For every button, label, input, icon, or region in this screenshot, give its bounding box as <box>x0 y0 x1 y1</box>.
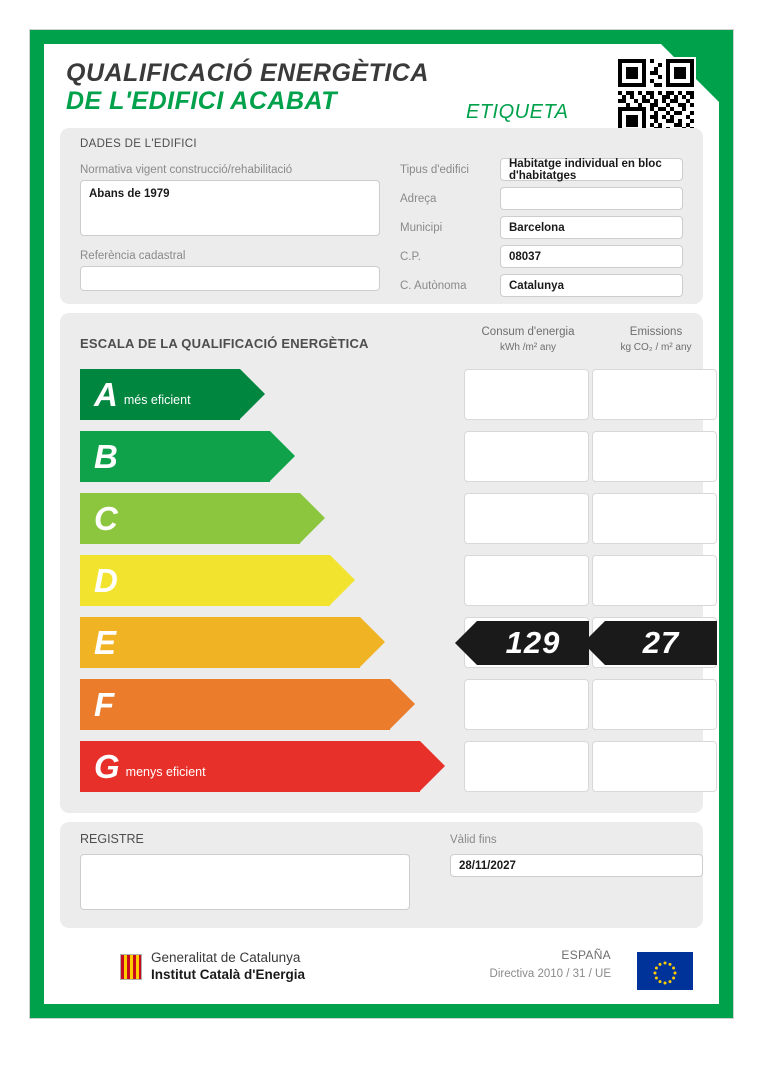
consum-value-tag <box>477 621 589 665</box>
rating-bar-f <box>80 679 390 730</box>
bar-arrow-d <box>330 555 355 605</box>
rating-bar-e <box>80 617 360 668</box>
registre-field[interactable] <box>80 854 410 910</box>
emissions-column-header <box>592 325 720 354</box>
emissions-cell-b <box>592 431 717 482</box>
normativa-label: Normativa vigent construcció/rehabilitació <box>80 164 293 176</box>
certificate-body <box>44 44 719 1004</box>
consum-cell-d <box>464 555 589 606</box>
registre-panel <box>60 822 703 928</box>
energy-scale-panel <box>60 313 703 813</box>
emissions-head-text: Emissions <box>629 326 683 338</box>
consum-head-units: kWh /m² any <box>499 341 557 353</box>
generalitat-line1: Generalitat de Catalunya <box>151 950 301 965</box>
emissions-head-units: kg CO₂ / m² any <box>620 341 692 353</box>
building-left-column <box>80 164 380 291</box>
rating-row-g <box>80 741 683 797</box>
page-title: QUALIFICACIÓ ENERGÈTICA <box>66 59 429 87</box>
directiva-label: Directiva 2010 / 31 / UE <box>489 968 611 980</box>
comunitat-label: C. Autònoma <box>400 279 467 292</box>
generalitat-text <box>151 950 305 984</box>
tipus-edifici-field[interactable]: Habitatge individual en bloc d'habitatges <box>500 158 683 181</box>
registre-title: REGISTRE <box>80 832 144 846</box>
normativa-field[interactable]: Abans de 1979 <box>80 180 380 236</box>
rating-bar-a <box>80 369 240 420</box>
consum-head-text: Consum d'energia <box>481 326 575 338</box>
rating-letter-e: E <box>94 624 117 661</box>
emissions-value: 27 <box>642 625 680 660</box>
rating-bar-g <box>80 741 420 792</box>
consum-cell-b <box>464 431 589 482</box>
bar-arrow-g <box>420 741 445 791</box>
consum-value: 129 <box>505 625 561 660</box>
espana-block <box>490 948 611 980</box>
cp-field[interactable]: 08037 <box>500 245 683 268</box>
consum-cell-g <box>464 741 589 792</box>
rating-row-b <box>80 431 683 487</box>
header <box>44 44 719 128</box>
scale-title: ESCALA DE LA QUALIFICACIÓ ENERGÈTICA <box>80 336 369 351</box>
generalitat-line2: Institut Català d'Energia <box>151 966 305 982</box>
bar-arrow-b <box>270 431 295 481</box>
municipi-field[interactable]: Barcelona <box>500 216 683 239</box>
cadastral-field[interactable] <box>80 266 380 291</box>
footer <box>60 946 703 994</box>
etiqueta-label: ETIQUETA <box>466 101 569 123</box>
scale-header <box>60 325 703 369</box>
rating-letter-c: C <box>94 500 118 537</box>
generalitat-logo <box>120 950 305 984</box>
field-row-cp <box>400 245 683 268</box>
rating-row-c <box>80 493 683 549</box>
building-right-column <box>400 158 683 303</box>
consum-tag-nib <box>455 621 477 665</box>
emissions-cell-a <box>592 369 717 420</box>
emissions-tag-nib <box>583 621 605 665</box>
valid-until-label: Vàlid fins <box>450 834 497 846</box>
comunitat-field[interactable]: Catalunya <box>500 274 683 297</box>
rating-bars <box>80 369 683 803</box>
european-union-flag-icon <box>637 952 693 990</box>
consum-column-header <box>464 325 592 354</box>
bar-arrow-f <box>390 679 415 729</box>
rating-bar-d <box>80 555 330 606</box>
bar-arrow-e <box>360 617 385 667</box>
bar-arrow-a <box>240 369 265 419</box>
municipi-label: Municipi <box>400 221 443 234</box>
building-panel-title: DADES DE L'EDIFICI <box>80 138 197 150</box>
emissions-cell-g <box>592 741 717 792</box>
rating-letter-d: D <box>94 562 118 599</box>
consum-cell-a <box>464 369 589 420</box>
field-row-tipus-edifici <box>400 158 683 181</box>
cp-label: C.P. <box>400 250 421 263</box>
rating-letter-g: G <box>94 748 120 785</box>
consum-cell-f <box>464 679 589 730</box>
building-data-panel <box>60 128 703 304</box>
tipus-edifici-label: Tipus d'edifici <box>400 163 469 176</box>
rating-letter-b: B <box>94 438 118 475</box>
emissions-cell-c <box>592 493 717 544</box>
most-efficient-note: més eficient <box>123 392 191 407</box>
rating-row-f <box>80 679 683 735</box>
field-row-adreca <box>400 187 683 210</box>
least-efficient-note: menys eficient <box>125 764 206 779</box>
qr-code-icon[interactable] <box>616 57 696 137</box>
rating-row-a <box>80 369 683 425</box>
emissions-cell-f <box>592 679 717 730</box>
consum-cell-c <box>464 493 589 544</box>
emissions-cell-d <box>592 555 717 606</box>
field-row-comunitat <box>400 274 683 297</box>
rating-bar-c <box>80 493 300 544</box>
page-subtitle: DE L'EDIFICI ACABAT <box>66 87 337 116</box>
rating-letter-f: F <box>94 686 115 723</box>
espana-label: ESPAÑA <box>561 948 611 962</box>
certificate-frame <box>29 29 734 1019</box>
emissions-value-tag <box>605 621 717 665</box>
adreca-label: Adreça <box>400 192 437 205</box>
rating-row-e <box>80 617 683 673</box>
rating-letter-a: A <box>94 376 118 413</box>
valid-until-field[interactable]: 28/11/2027 <box>450 854 703 877</box>
field-row-municipi <box>400 216 683 239</box>
rating-row-d <box>80 555 683 611</box>
catalonia-flag-icon <box>120 954 142 980</box>
adreca-field[interactable] <box>500 187 683 210</box>
bar-arrow-c <box>300 493 325 543</box>
rating-bar-b <box>80 431 270 482</box>
cadastral-label: Referència cadastral <box>80 250 186 262</box>
